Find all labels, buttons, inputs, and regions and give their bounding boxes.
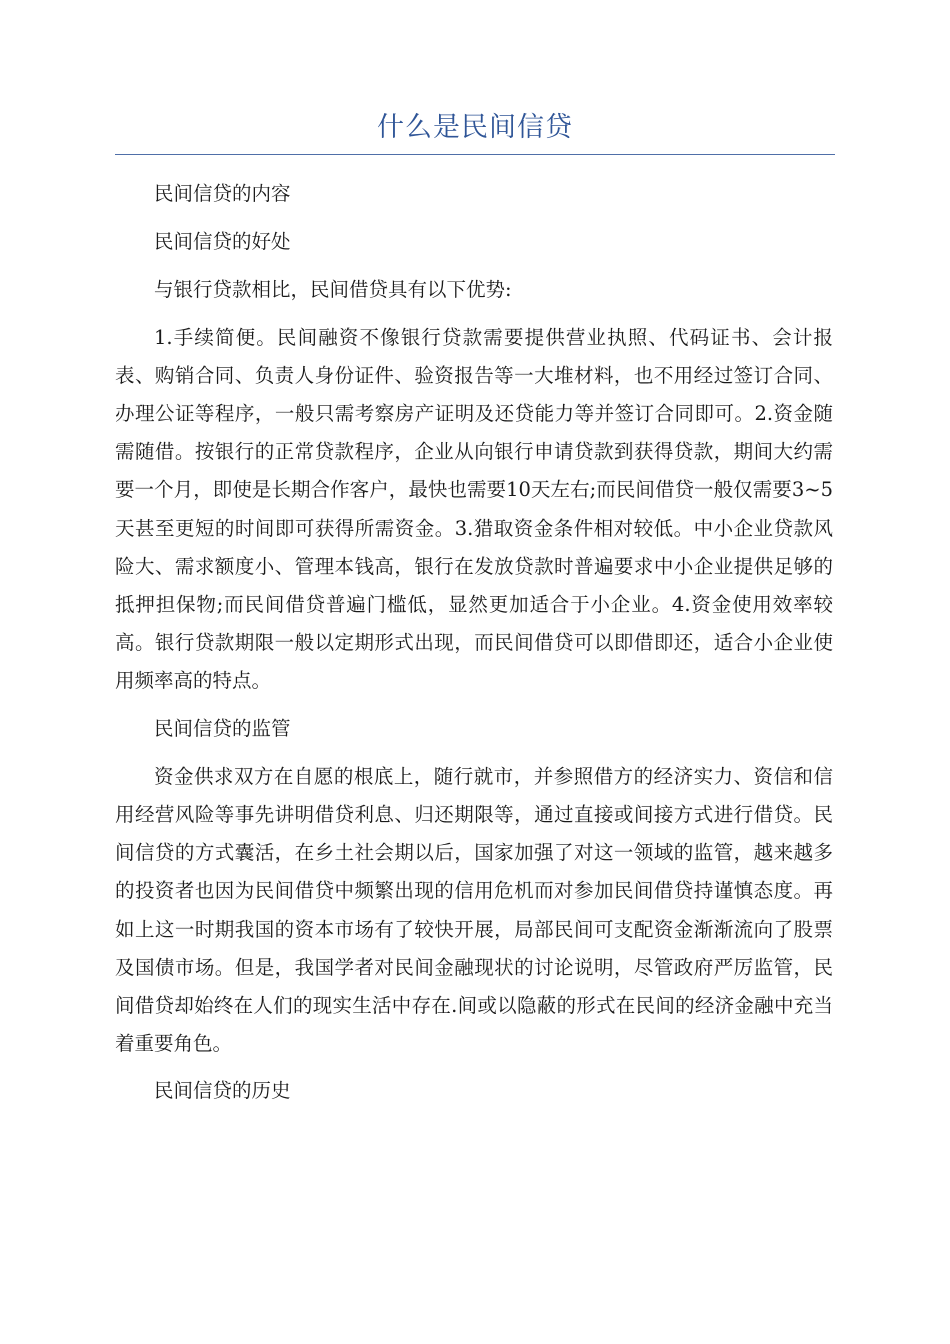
supervision-body-paragraph: 资金供求双方在自愿的根底上，随行就市，并参照借方的经济实力、资信和信用经营风险等事先讲明借贷利息、归还期限等，通过直接或间接方式进行借贷。民间信贷的方式囊活，在乡土社会期以后，国家加强了对这一领域的监管，越来越多的投资者也因为民间借贷中频繁出现的信用危机而对参加民间借贷持谨慎态度。再如上这一时期我国的资本市场有了较快开展，局部民间可支配资金渐渐流向了股票及国债市场。但是，我国学者对民间金融现状的讨论说明，尽管政府严厉监管，民间借贷却始终在人们的现实生活中存在.间或以隐蔽的形式在民间的经济金融中充当着重要角色。 [115, 764, 833, 1056]
benefits-body-paragraph: 1.手续简便。民间融资不像银行贷款需要提供营业执照、代码证书、会计报表、购销合同、负责人身份证件、验资报告等一大堆材料，也不用经过签订合同、办理公证等程序，一般只需考察房产证明及还贷能力等并签订合同即可。2.资金随需随借。按银行的正常贷款程序，企业从向银行申请贷款到获得贷款，期间大约需要一个月，即使是长期合作客户，最快也需要10天左右;而民间借贷一般仅需要3~5天甚至更短的时间即可获得所需资金。3.猎取资金条件相对较低。中小企业贷款风险大、需求额度小、管理本钱高，银行在发放贷款时普遍要求中小企业提供足够的抵押担保物;而民间借贷普遍门槛低，显然更加适合于小企业。4.资金使用效率较高。银行贷款期限一般以定期形式出现，而民间借贷可以即借即还，适合小企业使用频率高的特点。 [115, 325, 833, 693]
benefits-intro-paragraph: 与银行贷款相比，民间借贷具有以下优势: [154, 278, 512, 302]
page-title: 什么是民间信贷 [377, 112, 573, 143]
section-heading-benefits: 民间信贷的好处 [154, 230, 291, 254]
title-underline [115, 154, 835, 155]
section-heading-content: 民间信贷的内容 [154, 182, 291, 205]
section-heading-history: 民间信贷的历史 [154, 1079, 291, 1103]
section-heading-supervision: 民间信贷的监管 [154, 716, 291, 740]
document-body [115, 175, 833, 1121]
